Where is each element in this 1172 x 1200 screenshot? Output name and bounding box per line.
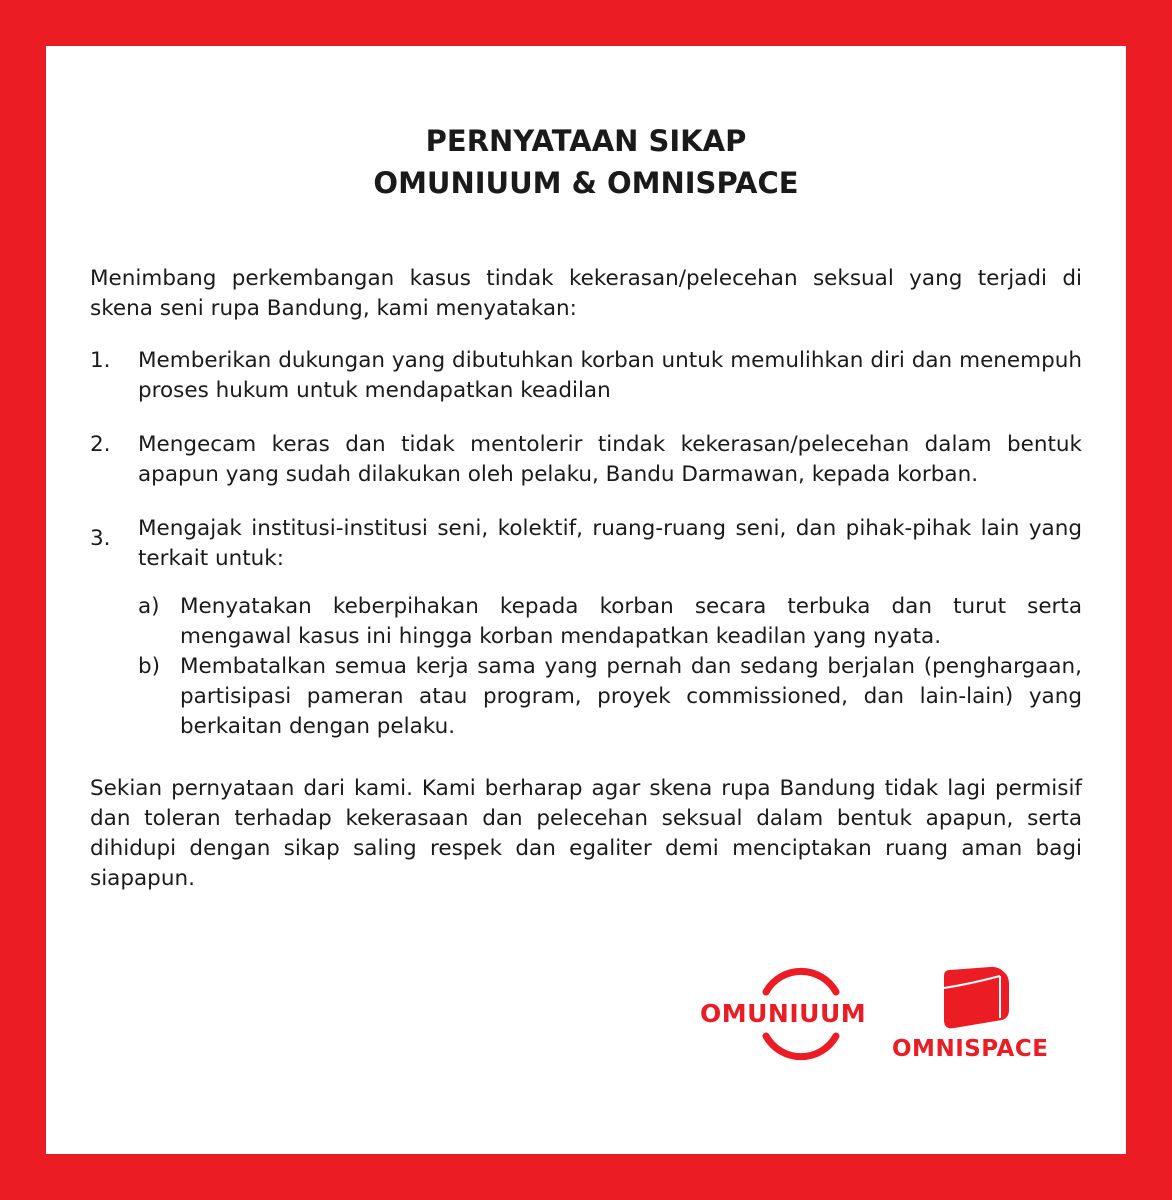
list-number: 3.	[90, 526, 111, 551]
list-text: Mengecam keras dan tidak mentolerir tindak kekerasan/pelecehan dalam bentuk apapun yang sudah dilakukan oleh pelaku, Bandu Darmawan, kepada korban.	[138, 432, 1082, 487]
title-line-2: OMUNIUUM & OMNISPACE	[373, 166, 799, 200]
omuniuum-logo	[696, 964, 876, 1064]
logo-group	[696, 964, 1066, 1064]
omnispace-wordmark: OMNISPACE	[892, 1036, 1049, 1062]
intro-paragraph: Menimbang perkembangan kasus tindak kekerasan/pelecehan seksual yang terjadi di skena seni rupa Bandung, kami menyatakan:	[90, 266, 1082, 321]
closing-paragraph: Sekian pernyataan dari kami. Kami berharap agar skena rupa Bandung tidak lagi permisif dan toleran terhadap kekerasaan dan pelecehan seksual dalam bentuk apapun, serta dihidupi dengan sikap saling respek dan egaliter demi menciptakan ruang aman bagi siapapun.	[90, 776, 1082, 891]
sublist-item	[138, 592, 1082, 652]
sublist-text: Menyatakan keberpihakan kepada korban secara terbuka dan turut serta mengawal kasus ini hingga korban mendapatkan keadilan yang nyata.	[180, 594, 1082, 649]
list-text-container	[138, 514, 1082, 742]
omnispace-shape-icon	[940, 966, 1010, 1030]
list-text: Memberikan dukungan yang dibutuhkan korban untuk memulihkan diri dan menempuh proses hukum untuk mendapatkan keadilan	[138, 348, 1082, 403]
sublist-label: b)	[138, 654, 161, 679]
sublist-text: Membatalkan semua kerja sama yang pernah dan sedang berjalan (penghargaan, partisipasi pameran atau program, proyek commissioned, dan lain-lain) yang berkaitan dengan pelaku.	[180, 654, 1082, 739]
sublist-item	[138, 652, 1082, 742]
sublist-label: a)	[138, 594, 160, 619]
omuniuum-wordmark: OMUNIUUM	[700, 999, 867, 1028]
statement-body	[90, 264, 1082, 894]
list-item	[90, 346, 1082, 406]
statement-card	[46, 46, 1126, 1154]
list-item	[90, 514, 1082, 742]
list-number: 2.	[90, 432, 111, 457]
page-title	[46, 120, 1126, 204]
list-item	[90, 430, 1082, 490]
list-text: Mengajak institusi-institusi seni, kolektif, ruang-ruang seni, dan pihak-pihak lain yang terkait untuk:	[138, 516, 1082, 571]
title-line-1: PERNYATAAN SIKAP	[425, 124, 747, 158]
omnispace-logo	[892, 966, 1062, 1062]
sublist	[138, 592, 1082, 742]
list-number: 1.	[90, 348, 111, 373]
